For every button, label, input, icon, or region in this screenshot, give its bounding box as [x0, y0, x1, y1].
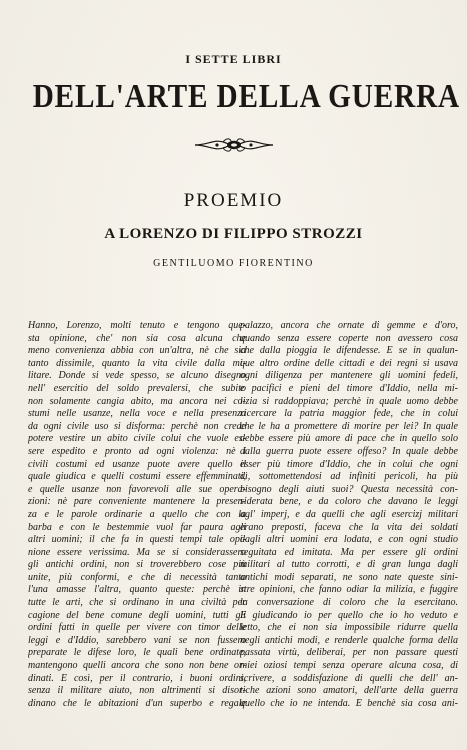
text-line: Hanno, Lorenzo, molti tenuto e tengono que-	[28, 320, 246, 331]
section-heading: PROEMIO	[183, 190, 284, 211]
dedicatee-heading: A LORENZO DI FILIPPO STROZZI	[104, 226, 363, 242]
floral-ornament-icon	[193, 135, 275, 155]
text-line: sta opinione, che' non sia cosa alcuna che	[28, 332, 246, 344]
text-line: che dalla pioggia le difendesse. E se in qualun-	[240, 345, 458, 357]
text-line: za e le parole ordinarie a quello che con la	[28, 508, 246, 520]
text-line: preparate le difese loro, le quali bene ordinate,	[28, 647, 246, 659]
text-line: esser più timore d'Iddio, che in colui che ogni	[240, 458, 458, 470]
text-line: quando senza essere coperte non avessero cosa	[240, 332, 458, 344]
text-line: dagli altri uomini era lodata, e con ogni studio	[240, 534, 458, 546]
text-line: potere vestire un abito civile colui che vuole es-	[28, 433, 246, 445]
left-text-column	[28, 320, 246, 710]
text-line: altri uomini; il che fa in questi tempi tale opi-	[28, 534, 246, 546]
text-line: seguitata ed imitata. Ma per essere gli ordini	[240, 546, 458, 558]
text-line: litare. Donde si vede spesso, se alcuno disegno	[28, 370, 246, 382]
text-line: non solamente cangia abito, ma ancora nei co-	[28, 395, 246, 407]
text-line: civili costumi ed usanze puote avere quello il	[28, 458, 246, 470]
text-line: barba e con le bestemmie vuol far paura agli	[28, 521, 246, 533]
text-line: que altro ordine delle cittadi e dei regni si usava	[240, 357, 458, 369]
text-line: senza il militare aiuto, non altrimenti si disor-	[28, 685, 246, 697]
text-line: E giudicando io per quello che io ho veduto e	[240, 609, 458, 621]
book-supertitle: I SETTE LIBRI	[185, 52, 282, 66]
text-line: e pacifici e pieni del timore d'Iddio, nella mi-	[240, 382, 458, 394]
right-text-column	[240, 320, 458, 710]
text-line: bisogno degli aiuti suoi? Questa necessità con-	[240, 483, 458, 495]
text-line: agl' imperj, e da quelli che agli esercizj militari	[240, 508, 458, 520]
text-line: leggi e d'Iddio, sarebbero vani se non fussero	[28, 634, 246, 646]
text-line: zioni: nè pare conveniente mantenere la presen-	[28, 496, 246, 508]
text-line: meno convenienza abbia con un'altra, nè che sia	[28, 345, 246, 357]
text-line: nione essere verissima. Ma se si considerassero	[28, 546, 246, 558]
text-line: da ogni civile uso si disforma: perchè non crede	[28, 420, 246, 432]
text-line: dinano che le abitazioni d'un superbo e regale	[28, 697, 246, 709]
text-line: erano preposti, faceva che la vita dei soldati	[240, 521, 458, 533]
text-line: quale giudica e quelli costumi essere effemminati,	[28, 471, 246, 483]
text-line: nell' esercitio del soldo prevalersi, che subito	[28, 382, 246, 394]
text-line: antichi modi separati, ne sono nate queste sini-	[240, 571, 458, 583]
text-line: militari al tutto corrotti, e di gran lunga dagli	[240, 559, 458, 571]
text-line: siderata bene, e da coloro che davano le leggi	[240, 496, 458, 508]
text-line: letto, che ei non sia impossibile ridurre quella	[240, 622, 458, 634]
text-line: ordini fatti in quelle per vivere con timor delle	[28, 622, 246, 634]
text-line: lizia si raddoppiava; perchè in quale uomo debbe	[240, 395, 458, 407]
text-line: cagione del bene comune degli uomini, tutti gli	[28, 609, 246, 621]
text-line: la conversazione di coloro che la esercitano.	[240, 597, 458, 609]
text-line: quello che io ne intenda. E benchè sia cosa ani-	[240, 697, 458, 709]
text-line: ricercare la patria maggior fede, che in colui	[240, 408, 458, 420]
text-line: ogni diligenza per mantenere gli uomini fedeli,	[240, 370, 458, 382]
dedicatee-subtitle: GENTILUOMO FIORENTINO	[153, 258, 314, 269]
text-line: miei oziosi tempi senza operare alcuna cosa, di	[240, 660, 458, 672]
text-line: l'una amasse l'altra, quanto queste: perchè in	[28, 584, 246, 596]
text-line: passata virtù, deliberai, per non passare questi	[240, 647, 458, 659]
text-line: sere espedito e pronto ad ogni violenza: nè i	[28, 445, 246, 457]
text-line: tanto dissimile, quanto la vita civile dalla mi-	[28, 357, 246, 369]
text-line: negli antichi modi, e renderle qualche forma della	[240, 634, 458, 646]
book-title: DELL'ARTE DELLA GUERRA	[32, 78, 461, 115]
text-line: gli antichi ordini, non si troverebbero cose più	[28, 559, 246, 571]
text-line: debbe essere più amore di pace che in quello solo	[240, 433, 458, 445]
text-line: unite, più conformi, e che di necessità tanto	[28, 571, 246, 583]
text-line: mantengono quelli ancora che sono non bene or-	[28, 660, 246, 672]
text-line: e quelle usanze non favorevoli alle sue opera-	[28, 483, 246, 495]
text-line: che le ha a promettere di morire per lei? In quale	[240, 420, 458, 432]
text-line: tiche azioni sono amatori, dell'arte della guerra	[240, 685, 458, 697]
text-line: stre opinioni, che fanno odiar la milizia, e fuggire	[240, 584, 458, 596]
text-line: dinati. E così, per il contrario, i buoni ordini,	[28, 672, 246, 684]
text-line: dalla guerra puote essere offeso? In quale debbe	[240, 445, 458, 457]
text-line: palazzo, ancora che ornate di gemme e d'oro,	[240, 320, 458, 331]
text-line: scrivere, a soddisfazione di quelli che dell' an-	[240, 672, 458, 684]
text-line: stumi nelle usanze, nella voce e nella presenza	[28, 408, 246, 420]
text-line: tutte le arti, che si ordinano in una civiltà per	[28, 597, 246, 609]
text-line: dì, sottomettendosi ad infiniti pericoli, ha più	[240, 471, 458, 483]
